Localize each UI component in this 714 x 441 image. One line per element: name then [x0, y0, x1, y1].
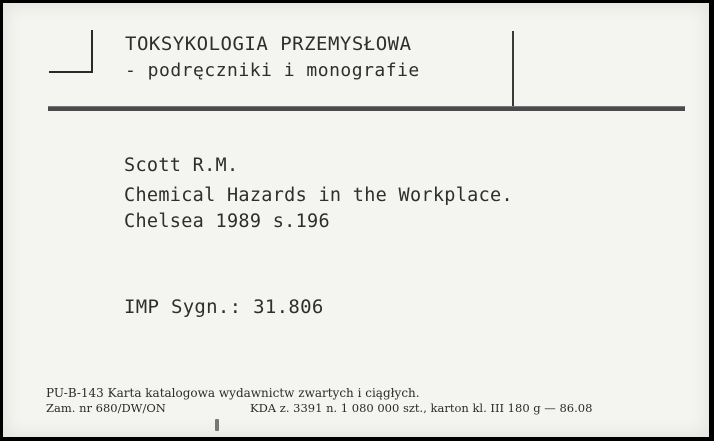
corner-mark-horizontal — [49, 71, 93, 73]
footer-order-number: Zam. nr 680/DW/ON — [46, 401, 166, 415]
author-line: Scott R.M. — [124, 155, 239, 176]
footer-form-line: PU-B-143 Karta katalogowa wydawnictw zwartych i ciągłych. — [46, 386, 420, 400]
footer-print-info: KDA z. 3391 n. 1 080 000 szt., karton kl. III 180 g — 86.08 — [250, 401, 593, 415]
title-line: Chemical Hazards in the Workplace. — [124, 185, 513, 206]
header-divider — [512, 31, 514, 109]
horizontal-rule — [48, 106, 685, 111]
subject-subheading: - podręczniki i monografie — [125, 60, 420, 81]
subject-heading: TOKSYKOLOGIA PRZEMYSŁOWA — [125, 33, 412, 55]
call-number: IMP Sygn.: 31.806 — [124, 296, 324, 318]
corner-mark-vertical — [91, 30, 93, 72]
punch-mark — [215, 419, 219, 431]
publication-line: Chelsea 1989 s.196 — [124, 211, 330, 232]
catalog-card — [3, 3, 709, 437]
